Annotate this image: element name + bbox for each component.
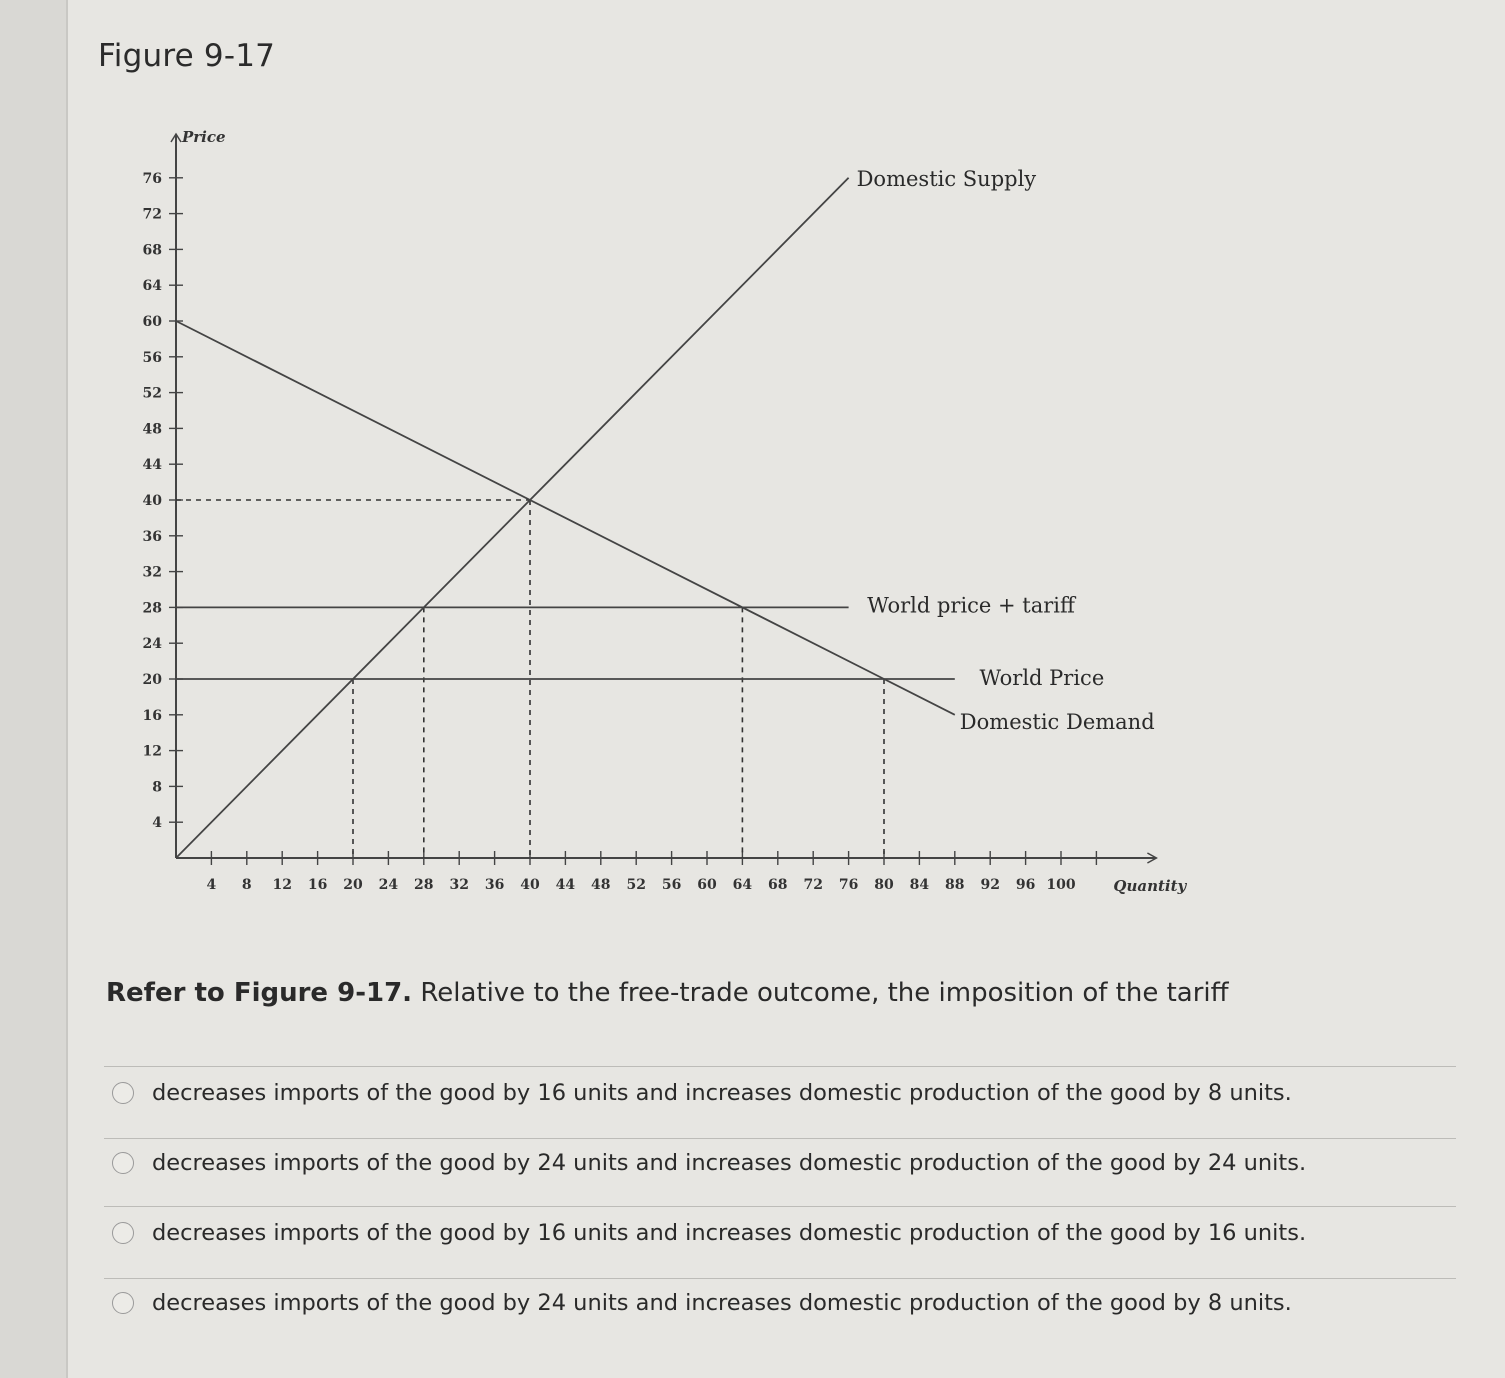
y-tick-label: 32 xyxy=(142,564,162,581)
question-text xyxy=(106,978,1229,1008)
x-tick-label: 4 xyxy=(206,877,217,893)
x-tick-label: 44 xyxy=(555,877,576,893)
y-tick-label: 8 xyxy=(152,779,162,796)
x-tick-label: 96 xyxy=(1015,877,1036,893)
y-tick-label: 12 xyxy=(142,743,162,760)
y-tick-label: 64 xyxy=(142,278,162,295)
x-tick-label: 52 xyxy=(626,877,646,893)
y-tick-label: 28 xyxy=(142,600,162,617)
x-tick-label: 28 xyxy=(414,877,434,893)
y-tick-label: 4 xyxy=(152,815,162,832)
x-tick-label: 40 xyxy=(520,877,540,893)
radio-button[interactable] xyxy=(112,1222,134,1244)
y-tick-label: 68 xyxy=(142,242,162,259)
answer-label: decreases imports of the good by 24 units and increases domestic production of the good by 24 units. xyxy=(152,1150,1307,1176)
x-tick-label: 80 xyxy=(874,877,894,893)
answer-option-4[interactable] xyxy=(112,1290,1292,1316)
x-tick-label: 12 xyxy=(272,877,292,893)
question-ref: Refer to Figure 9-17. xyxy=(106,978,413,1008)
x-tick-label: 68 xyxy=(768,877,788,893)
y-tick-label: 20 xyxy=(142,672,162,688)
x-tick-label: 20 xyxy=(343,877,363,893)
divider xyxy=(104,1278,1456,1279)
x-tick-label: 16 xyxy=(307,877,328,893)
series-label: World Price xyxy=(979,666,1105,690)
divider xyxy=(104,1066,1456,1067)
x-tick-label: 32 xyxy=(449,877,469,893)
radio-button[interactable] xyxy=(112,1292,134,1314)
x-tick-label: 60 xyxy=(697,877,717,893)
y-tick-label: 52 xyxy=(142,385,162,402)
answer-label: decreases imports of the good by 24 units and increases domestic production of the good by 8 units. xyxy=(152,1290,1292,1316)
series-label: Domestic Supply xyxy=(856,166,1037,191)
y-tick-label: 44 xyxy=(142,457,162,474)
question-body: Relative to the free-trade outcome, the imposition of the tariff xyxy=(420,978,1229,1008)
y-tick-label: 72 xyxy=(142,206,162,223)
x-tick-label: 64 xyxy=(732,877,753,893)
y-tick-label: 60 xyxy=(142,314,162,330)
x-tick-label: 88 xyxy=(945,877,965,893)
answer-label: decreases imports of the good by 16 units and increases domestic production of the good by 16 units. xyxy=(152,1220,1307,1246)
y-tick-label: 36 xyxy=(142,528,162,545)
x-tick-label: 48 xyxy=(591,877,611,893)
divider xyxy=(104,1206,1456,1207)
series-label: Domestic Demand xyxy=(959,709,1155,734)
divider xyxy=(104,1138,1456,1139)
x-tick-label: 92 xyxy=(980,877,1000,893)
y-tick-label: 16 xyxy=(142,707,162,724)
answer-label: decreases imports of the good by 16 units and increases domestic production of the good by 8 units. xyxy=(152,1080,1292,1106)
x-tick-label: 72 xyxy=(803,877,823,893)
series-line xyxy=(176,178,849,858)
y-tick-label: 40 xyxy=(142,493,162,509)
series-label: World price + tariff xyxy=(867,593,1075,618)
x-tick-label: 56 xyxy=(661,877,682,893)
answer-option-1[interactable] xyxy=(112,1080,1292,1106)
answer-option-2[interactable] xyxy=(112,1150,1306,1176)
x-tick-label: 76 xyxy=(838,877,859,893)
figure-title: Figure 9-17 xyxy=(98,38,276,74)
x-axis-title: Quantity xyxy=(1113,877,1187,895)
y-tick-label: 24 xyxy=(142,636,162,653)
radio-button[interactable] xyxy=(112,1152,134,1174)
y-axis-title: Price xyxy=(182,128,226,146)
series-line xyxy=(176,321,955,715)
x-tick-label: 36 xyxy=(484,877,505,893)
y-tick-label: 48 xyxy=(142,421,162,438)
answer-option-3[interactable] xyxy=(112,1220,1306,1246)
radio-button[interactable] xyxy=(112,1082,134,1104)
x-tick-label: 24 xyxy=(378,877,399,893)
x-tick-label: 84 xyxy=(909,877,930,893)
y-tick-label: 76 xyxy=(142,170,162,187)
x-tick-label: 100 xyxy=(1046,877,1076,893)
x-tick-label: 8 xyxy=(241,877,252,893)
y-tick-label: 56 xyxy=(142,349,162,366)
